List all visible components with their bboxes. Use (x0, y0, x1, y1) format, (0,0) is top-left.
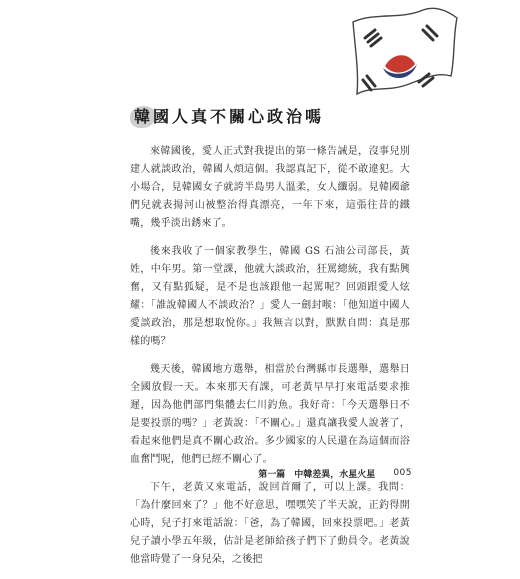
footer-chapter-title: 第一篇 中韓差異，水星火星 (258, 469, 376, 480)
page-footer (258, 465, 412, 481)
chapter-heading-area (130, 100, 410, 132)
chapter-heading: 韓國人真不關心政治嗎 (134, 107, 325, 126)
paragraph-3: 幾天後，韓國地方選舉，相當於台灣縣市長選舉，選舉日全國放假一天。本來那天有課，可老黃早早打來電話要求推遲，因為他們部門集體去仁川釣魚。我好奇：「今天選舉日不是要投票的嗎？」老黃說：「不關心。」還真讓我愛人說著了，看起來他們是真不關心政治。多少國家的人民還在為這個而浴血奮鬥呢，他們已經不關心了。 (130, 364, 410, 465)
paragraph-1: 來韓國後，愛人正式對我提出的第一條告誡是，沒事兒別建人就談政治，韓國人煩這個。我認真記下，從不敢違犯。大小場合，見韓國女子就誇半島男人溫柔，女人纖弱。見韓國爺們兒就表揚河山被整治得真漂亮，一年下來，這張往昔的鐵嘴，幾乎淡出銹來了。 (130, 146, 410, 229)
body-text (130, 143, 410, 579)
paragraph-4: 下午，老黃又來電話，說回首爾了，可以上課。我問：「為什麼回來了？」他不好意思，嘿嘿笑了半天說，正釣得開心時，兒子打來電話說：「爸，為了韓國，回來投票吧。」老黃兒子讀小學五年級，估計是老師給孩子們下了動員令。老黃說他當時覺了一身兒朵，之後把 (130, 482, 410, 565)
paragraph-2: 後來我收了一個家教學生，韓國 GS 石油公司部長，黃姓，中年男。第一堂課，他就大談政治，狂罵總統，我有點興奮，又有點狐疑，是不是也該跟他一起罵呢？回頭跟愛人炫耀：「誰說韓國人不談政治？」愛人一劍封喉：「他知道中國人愛談政治，那是想取悅你。」我無言以對，默默自問：真是那樣的嗎？ (130, 246, 410, 347)
korean-flag-icon (345, 2, 465, 102)
page-number: 005 (393, 468, 412, 478)
